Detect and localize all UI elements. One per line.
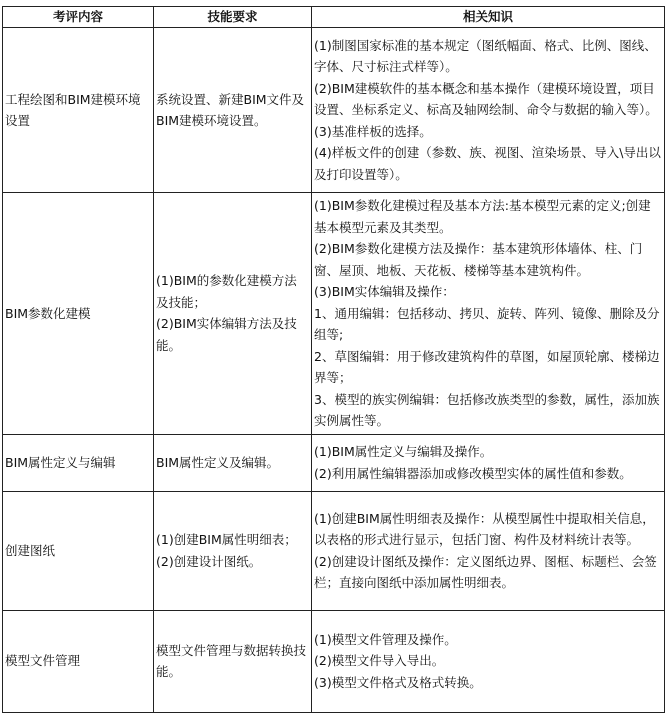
knowledge-line: (1)BIM参数化建模过程及基本方法:基本模型元素的定义;创建基本模型元素及其类型。 — [314, 198, 651, 235]
knowledge-line: (1)创建BIM属性明细表及操作：从模型属性中提取相关信息，以表格的形式进行显示，包括门窗、构件及材料统计表等。 — [314, 510, 655, 547]
knowledge-cell — [312, 610, 665, 712]
content-cell: BIM属性定义与编辑 — [3, 434, 154, 491]
knowledge-line: (2)模型文件导入导出。 — [314, 653, 445, 669]
table-row — [3, 434, 665, 491]
skill-line: BIM属性定义及编辑。 — [156, 454, 280, 470]
knowledge-line: (1)模型文件管理及操作。 — [314, 631, 457, 647]
header-knowledge: 相关知识 — [312, 7, 665, 28]
skill-line: (2)创建设计图纸。 — [156, 553, 262, 569]
skills-cell — [154, 193, 312, 435]
knowledge-cell — [312, 193, 665, 435]
table-row — [3, 610, 665, 712]
knowledge-cell — [312, 491, 665, 610]
knowledge-line: (1)BIM属性定义与编辑及操作。 — [314, 444, 493, 459]
knowledge-cell — [312, 434, 665, 491]
knowledge-line: 1、通用编辑：包括移动、拷贝、旋转、阵列、镜像、删除及分组等; — [314, 305, 660, 342]
knowledge-line: (1)制图国家标准的基本规定（图纸幅面、格式、比例、图线、字体、尺寸标注式样等）。 — [314, 37, 657, 75]
header-skills: 技能要求 — [154, 7, 312, 28]
knowledge-line: (2)BIM建模软件的基本概念和基本操作（建模环境设置，项目设置、坐标系定义、标高及轴网绘制、命令与数据的输入等）。 — [314, 80, 658, 118]
knowledge-line: 2、草图编辑：用于修改建筑构件的草图，如屋顶轮廓、楼梯边界等； — [314, 348, 660, 385]
skill-line: (2)BIM实体编辑方法及技能。 — [156, 316, 297, 353]
table-row — [3, 491, 665, 610]
knowledge-line: (4)样板文件的创建（参数、族、视图、渲染场景、导入\导出以及打印设置等）。 — [314, 145, 661, 182]
knowledge-cell — [312, 28, 665, 193]
knowledge-line: 3、模型的族实例编辑：包括修改族类型的参数，属性，添加族实例属性等。 — [314, 391, 660, 428]
knowledge-line: (3)模型文件格式及格式转换。 — [314, 674, 482, 690]
skill-line: 系统设置、新建BIM文件及BIM建模环境设置。 — [156, 91, 305, 128]
table-row — [3, 28, 665, 193]
content-cell: 模型文件管理 — [3, 610, 154, 712]
skill-line: (1)BIM的参数化建模方法及技能； — [156, 273, 297, 310]
knowledge-line: (3)BIM实体编辑及操作： — [314, 284, 455, 299]
skill-line: (1)创建BIM属性明细表； — [156, 532, 297, 547]
table-row — [3, 193, 665, 435]
content-cell: 工程绘图和BIM建模环境设置 — [3, 28, 154, 193]
skills-cell — [154, 491, 312, 610]
header-row — [3, 7, 665, 28]
header-content: 考评内容 — [3, 7, 154, 28]
content-cell: 创建图纸 — [3, 491, 154, 610]
knowledge-line: (2)利用属性编辑器添加或修改模型实体的属性值和参数。 — [314, 465, 632, 481]
skills-cell — [154, 28, 312, 193]
knowledge-line: (2)BIM参数化建模方法及操作：基本建筑形体墙体、柱、门窗、屋顶、地板、天花板、楼梯等基本建筑构件。 — [314, 241, 643, 278]
knowledge-line: (2)创建设计图纸及操作：定义图纸边界、图框、标题栏、会签栏；直接向图纸中添加属性明细表。 — [314, 553, 657, 590]
knowledge-line: (3)基准样板的选择。 — [314, 123, 432, 139]
skill-line: 模型文件管理与数据转换技能。 — [156, 642, 307, 679]
skills-table — [2, 6, 665, 713]
content-cell: BIM参数化建模 — [3, 193, 154, 435]
skills-cell — [154, 434, 312, 491]
skills-cell — [154, 610, 312, 712]
